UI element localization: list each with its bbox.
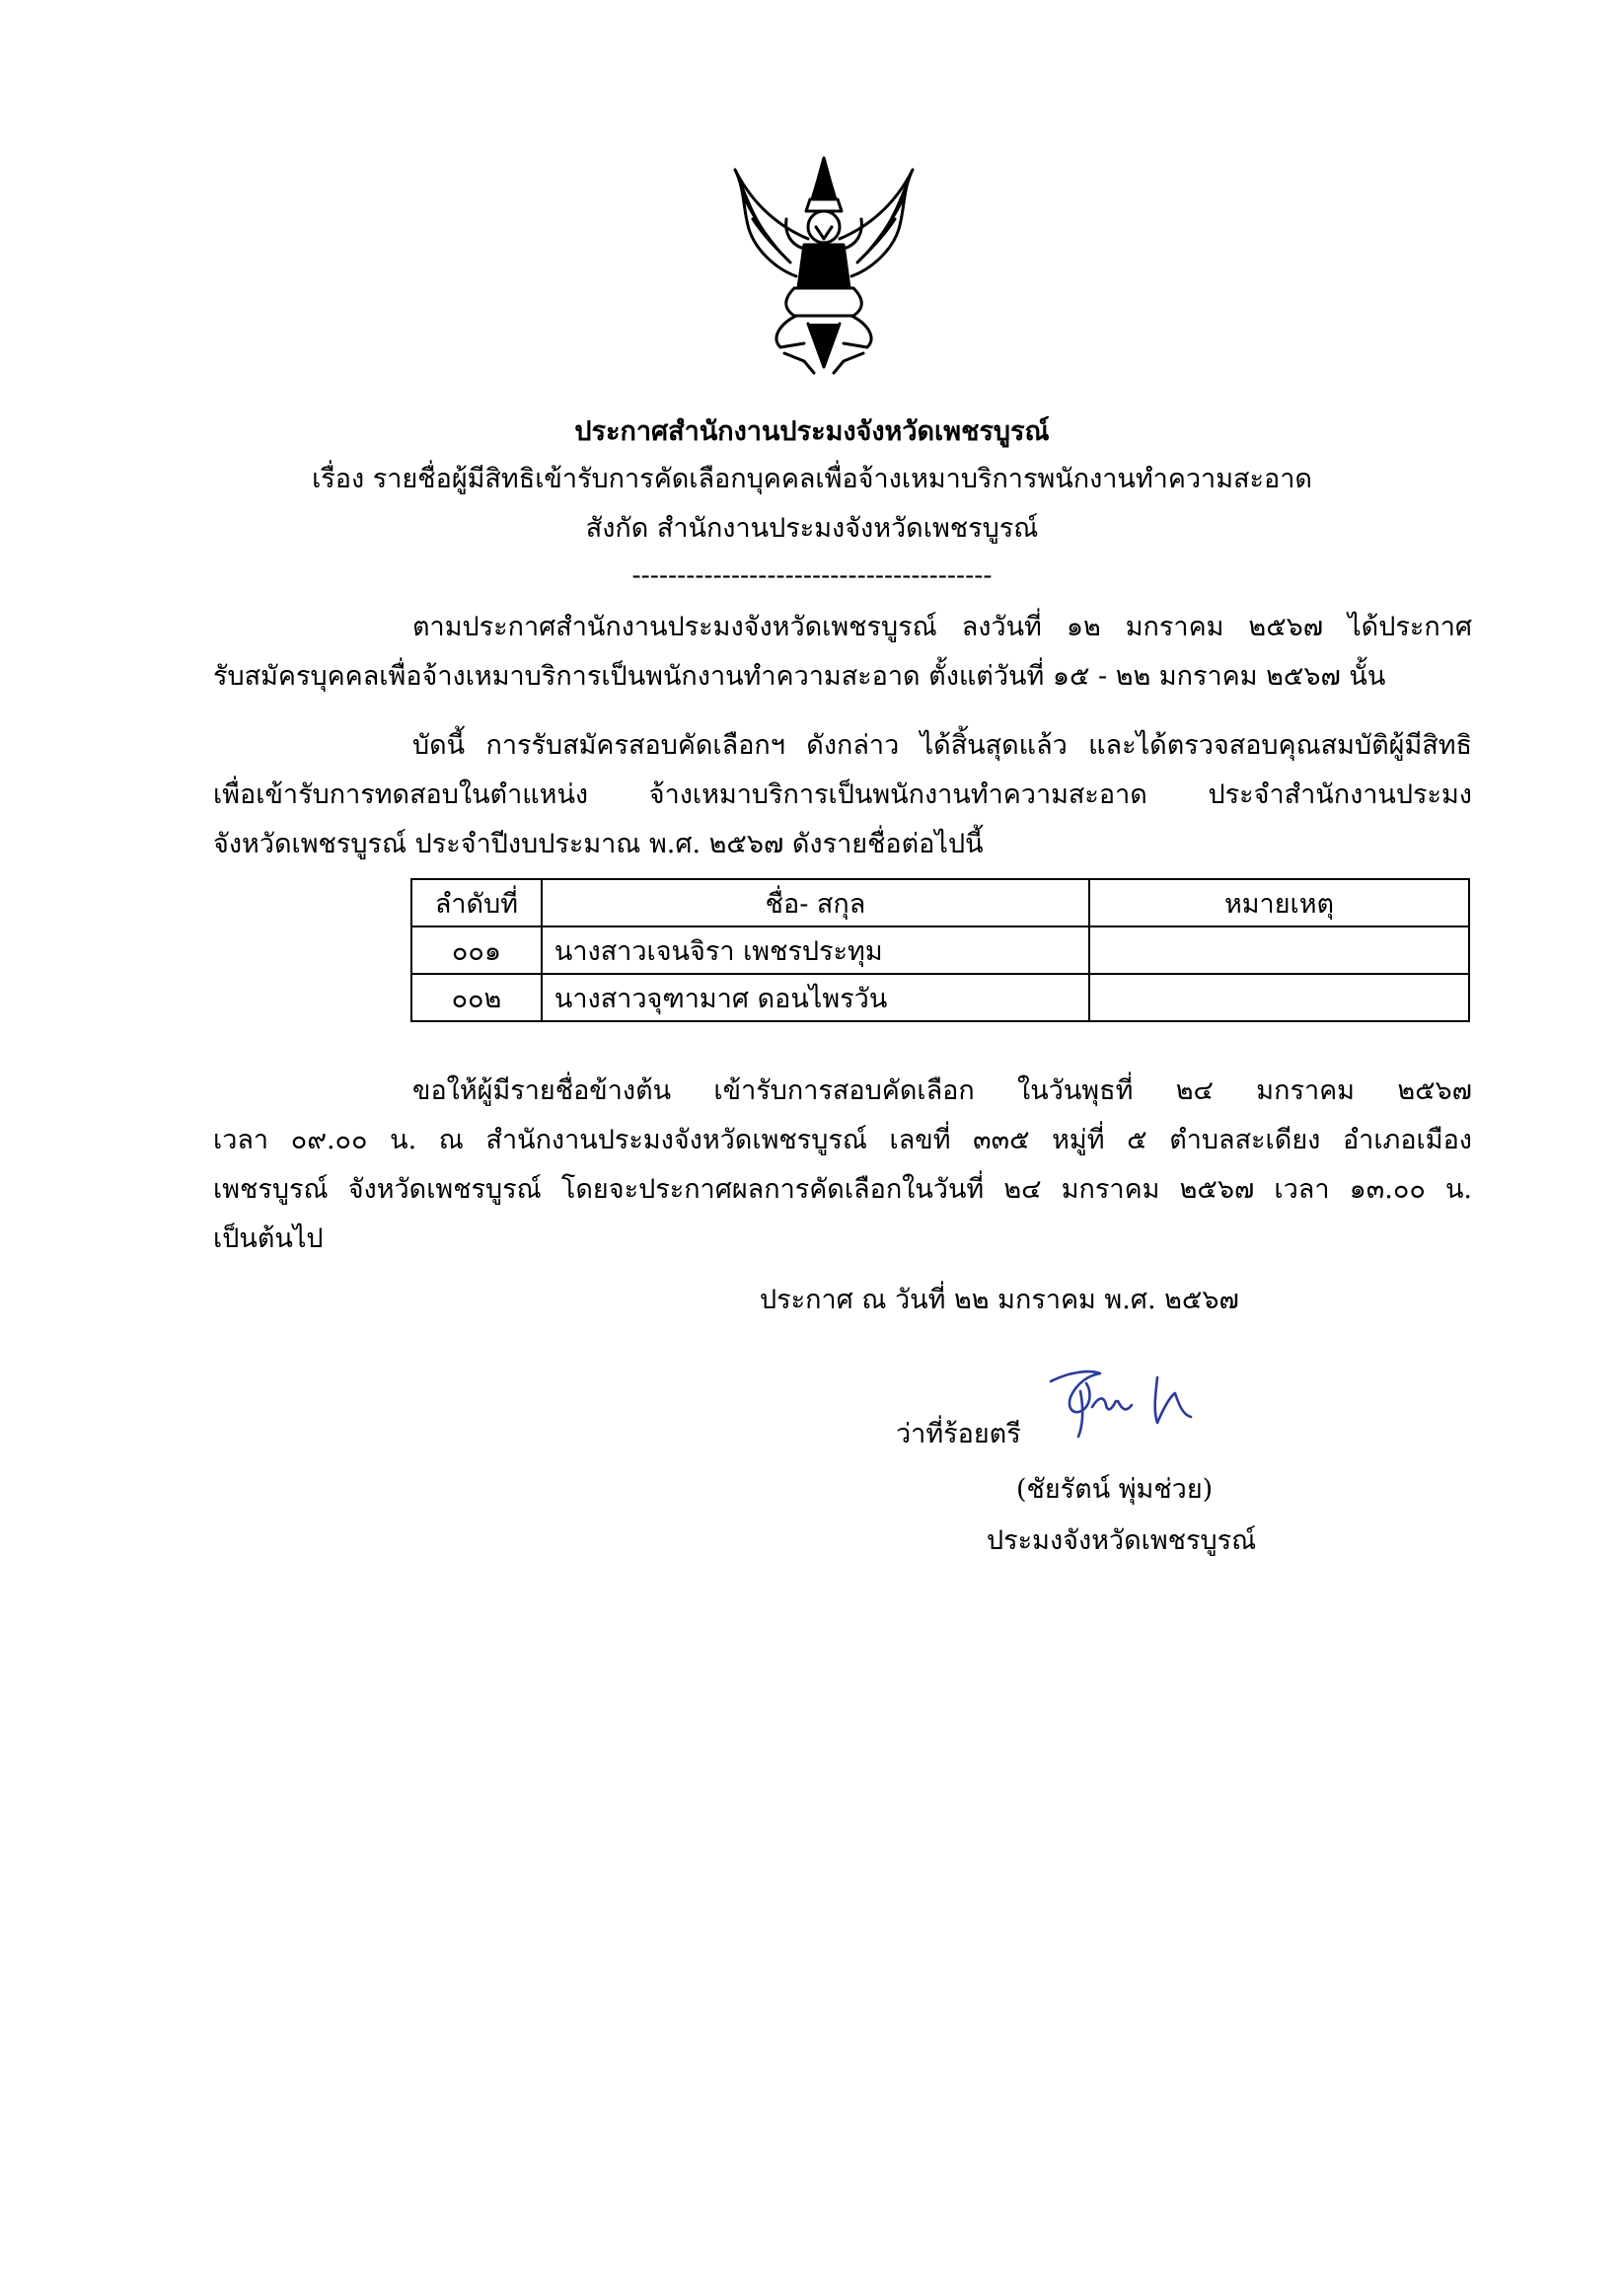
paragraph2-line3: จังหวัดเพชรบูรณ์ ประจำปีงบประมาณ พ.ศ. ๒๕๖๗ ดังรายชื่อต่อไปนี้: [213, 829, 984, 859]
row-order-number: ๐๐๒: [411, 974, 542, 1021]
row-remarks: [1089, 926, 1469, 974]
header-divider: ----------------------------------------: [631, 560, 993, 591]
row-remarks: [1089, 974, 1469, 1021]
header-full-name: ชื่อ- สกุล: [542, 879, 1089, 926]
paragraph3-line3: เพชรบูรณ์ จังหวัดเพชรบูรณ์ โดยจะประกาศผลการคัดเลือกในวันที่ ๒๔ มกราคม ๒๕๖๗ เวลา ๑๓.๐๐ น.: [213, 1174, 1472, 1205]
announcement-title: ประกาศสำนักงานประมงจังหวัดเพชรบูรณ์: [574, 416, 1050, 447]
announcement-affiliation: สังกัด สำนักงานประมงจังหวัดเพชรบูรณ์: [585, 513, 1039, 544]
table-row: [411, 926, 1469, 974]
paragraph2-line2: เพื่อเข้ารับการทดสอบในตำแหน่ง จ้างเหมาบริการเป็นพนักงานทำความสะอาด ประจำสำนักงานประมง: [213, 779, 1472, 810]
header-remarks: หมายเหตุ: [1089, 879, 1469, 926]
paragraph3-line2: เวลา ๐๙.๐๐ น. ณ สำนักงานประมงจังหวัดเพชรบูรณ์ เลขที่ ๓๓๕ หมู่ที่ ๕ ตำบลสะเดียง อำเภอเมือง: [213, 1125, 1472, 1155]
paragraph2-line1: บัดนี้ การรับสมัครสอบคัดเลือกฯ ดังกล่าว ได้สิ้นสุดแล้ว และได้ตรวจสอบคุณสมบัติผู้มีสิทธิ: [412, 730, 1472, 761]
table-row: [411, 974, 1469, 1021]
paragraph3-line4: เป็นต้นไป: [213, 1223, 324, 1254]
paragraph1-line2: รับสมัครบุคคลเพื่อจ้างเหมาบริการเป็นพนักงานทำความสะอาด ตั้งแต่วันที่ ๑๕ - ๒๒ มกราคม ๒๕๖๗ นั้น: [213, 661, 1386, 692]
garuda-emblem-icon: [725, 150, 923, 377]
table-header-row: [411, 879, 1469, 926]
handwritten-signature-icon: [1041, 1362, 1218, 1441]
announcement-subject: เรื่อง รายชื่อผู้มีสิทธิเข้ารับการคัดเลือกบุคคลเพื่อจ้างเหมาบริการพนักงานทำความสะอาด: [312, 464, 1312, 494]
signer-rank: ว่าที่ร้อยตรี: [896, 1419, 1021, 1449]
paragraph3-line1: ขอให้ผู้มีรายชื่อข้างต้น เข้ารับการสอบคัดเลือก ในวันพุธที่ ๒๔ มกราคม ๒๕๖๗: [412, 1075, 1472, 1106]
row-full-name: นางสาวเจนจิรา เพชรประทุม: [542, 926, 1089, 974]
row-order-number: ๐๐๑: [411, 926, 542, 974]
row-full-name: นางสาวจุฑามาศ ดอนไพรวัน: [542, 974, 1089, 1021]
signer-position: ประมงจังหวัดเพชรบูรณ์: [987, 1525, 1257, 1556]
paragraph1-line1: ตามประกาศสำนักงานประมงจังหวัดเพชรบูรณ์ ลงวันที่ ๑๒ มกราคม ๒๕๖๗ ได้ประกาศ: [412, 612, 1472, 642]
signer-name: (ชัยรัตน์ พุ่มช่วย): [1016, 1474, 1214, 1505]
applicants-table: [410, 878, 1470, 1022]
header-order-number: ลำดับที่: [411, 879, 542, 926]
announcement-date: ประกาศ ณ วันที่ ๒๒ มกราคม พ.ศ. ๒๕๖๗: [760, 1285, 1239, 1315]
